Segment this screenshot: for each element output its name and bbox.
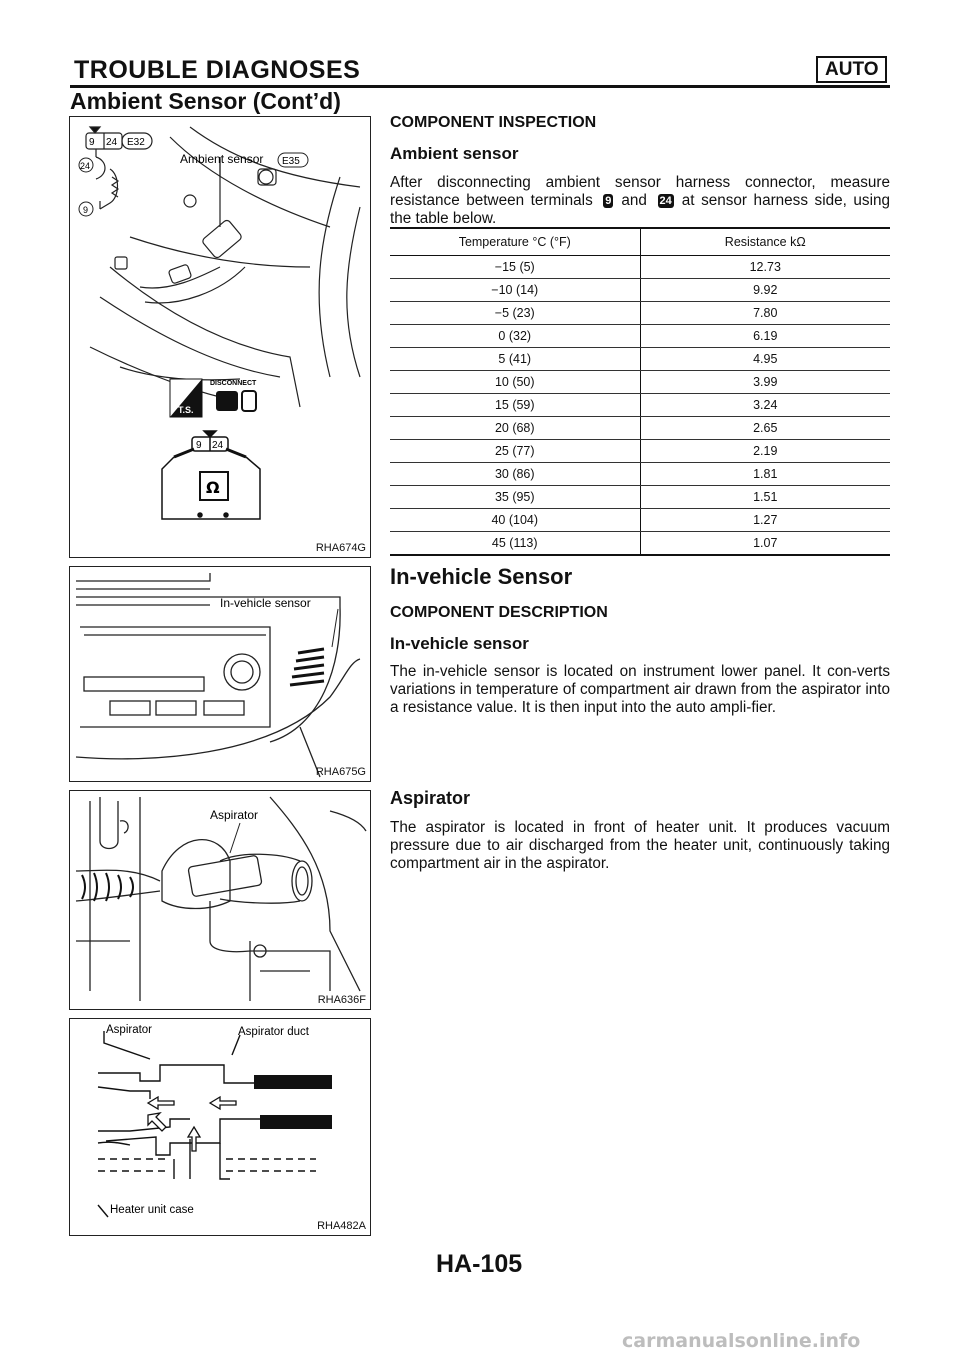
column-header-temperature: Temperature °C (°F) xyxy=(390,228,640,256)
table-row xyxy=(390,302,890,325)
aspirator-flow-diagram xyxy=(70,1019,370,1235)
temperature-cell: 45 (113) xyxy=(390,532,640,556)
table-row xyxy=(390,348,890,371)
label-heater-unit-case: Heater unit case xyxy=(110,1204,194,1216)
temperature-cell: 20 (68) xyxy=(390,417,640,440)
label-pin-9-meter: 9 xyxy=(196,440,202,451)
table-header-row xyxy=(390,228,890,256)
label-pin-24-meter: 24 xyxy=(212,440,224,451)
temperature-cell: 0 (32) xyxy=(390,325,640,348)
label-ambient-sensor: Ambient sensor xyxy=(180,152,264,166)
ambient-sensor-subheading: Ambient sensor xyxy=(390,144,519,163)
figure-code: RHA636F xyxy=(317,994,366,1006)
table-row xyxy=(390,486,890,509)
aspirator-duct-upper xyxy=(254,1075,332,1089)
resistance-cell: 12.73 xyxy=(640,256,890,279)
page-header-title: TROUBLE DIAGNOSES xyxy=(74,56,361,84)
figure-aspirator xyxy=(69,790,371,1010)
table-row xyxy=(390,463,890,486)
table-row xyxy=(390,532,890,556)
svg-text:T.S.: T.S. xyxy=(178,405,194,415)
table-row xyxy=(390,279,890,302)
component-description-heading: COMPONENT DESCRIPTION xyxy=(390,604,608,621)
aspirator-text: The aspirator is located in front of heater unit. It produces vacuum pressure due to air discharged from the heater unit, continuously taking compartment air in the aspirator. xyxy=(390,819,890,872)
label-aspirator: Aspirator xyxy=(210,808,259,822)
resistance-cell: 3.99 xyxy=(640,371,890,394)
in-vehicle-sensor-text: The in-vehicle sensor is located on instrument lower panel. It con-verts variations in temperature of compartment air drawn from the aspirator into a resistance value. It is then input into the auto ampli-fier. xyxy=(390,663,890,716)
figure-aspirator-flow xyxy=(69,1018,371,1236)
figure-code: RHA482A xyxy=(317,1220,366,1232)
footer-watermark: carmanualsonline.info xyxy=(622,1330,861,1352)
aspirator-duct-lower xyxy=(260,1115,332,1129)
table-row xyxy=(390,509,890,532)
table-row xyxy=(390,417,890,440)
resistance-cell: 7.80 xyxy=(640,302,890,325)
temperature-cell: 30 (86) xyxy=(390,463,640,486)
svg-text:DISCONNECT: DISCONNECT xyxy=(210,380,257,387)
label-aspirator-duct: Aspirator duct xyxy=(238,1026,309,1038)
resistance-cell: 1.07 xyxy=(640,532,890,556)
ts-disconnect-icon xyxy=(170,379,257,417)
in-vehicle-sensor-section xyxy=(390,564,890,717)
terminal-badge-9: 9 xyxy=(605,195,612,207)
ohmmeter-diagram xyxy=(162,431,260,519)
temperature-cell: 35 (95) xyxy=(390,486,640,509)
resistance-cell: 2.19 xyxy=(640,440,890,463)
ohm-symbol: Ω xyxy=(206,478,220,497)
temperature-cell: −5 (23) xyxy=(390,302,640,325)
auto-badge: AUTO xyxy=(816,56,887,83)
aspirator-section xyxy=(390,788,890,873)
in-vehicle-sensor-subheading: In-vehicle sensor xyxy=(390,634,529,653)
label-in-vehicle-sensor: In-vehicle sensor xyxy=(220,596,311,610)
temperature-cell: 5 (41) xyxy=(390,348,640,371)
resistance-cell: 1.51 xyxy=(640,486,890,509)
table-row xyxy=(390,394,890,417)
airflow-arrows xyxy=(148,1097,236,1151)
component-inspection-section xyxy=(390,114,890,228)
sensor-grille xyxy=(290,649,324,685)
column-header-resistance: Resistance kΩ xyxy=(640,228,890,256)
figure-in-vehicle-sensor xyxy=(69,566,371,782)
resistance-cell: 1.27 xyxy=(640,509,890,532)
in-vehicle-sensor-heading: In-vehicle Sensor xyxy=(390,564,573,589)
label-aspirator: Aspirator xyxy=(106,1024,153,1036)
table-row xyxy=(390,440,890,463)
figure-code: RHA674G xyxy=(315,542,366,554)
resistance-table xyxy=(390,227,890,556)
label-pin-24-top: 24 xyxy=(106,137,118,148)
temperature-cell: −15 (5) xyxy=(390,256,640,279)
ambient-sensor-text: After disconnecting ambient sensor harness connector, measure resistance between terminals 9 and 24 at sensor harness side, using the table below. xyxy=(390,174,890,227)
terminal-badge-24: 24 xyxy=(659,195,672,207)
temperature-cell: 10 (50) xyxy=(390,371,640,394)
component-inspection-heading: COMPONENT INSPECTION xyxy=(390,114,597,131)
table-row xyxy=(390,256,890,279)
ambient-sensor-illustration xyxy=(70,117,370,557)
figure-ambient-sensor xyxy=(69,116,371,558)
resistance-cell: 2.65 xyxy=(640,417,890,440)
resistance-cell: 1.81 xyxy=(640,463,890,486)
resistance-cell: 9.92 xyxy=(640,279,890,302)
resistance-cell: 6.19 xyxy=(640,325,890,348)
label-pin-9-side: 9 xyxy=(83,205,89,215)
aspirator-illustration xyxy=(70,791,370,1009)
label-conn-e32: E32 xyxy=(127,137,145,148)
label-conn-e35: E35 xyxy=(282,156,300,167)
resistance-cell: 4.95 xyxy=(640,348,890,371)
resistance-cell: 3.24 xyxy=(640,394,890,417)
temperature-cell: −10 (14) xyxy=(390,279,640,302)
temperature-cell: 15 (59) xyxy=(390,394,640,417)
temperature-cell: 25 (77) xyxy=(390,440,640,463)
page-number: HA-105 xyxy=(436,1250,523,1278)
label-pin-9-top: 9 xyxy=(89,137,95,148)
label-pin-24-side: 24 xyxy=(80,161,91,171)
figure-code: RHA675G xyxy=(315,766,366,778)
page-subtitle: Ambient Sensor (Cont’d) xyxy=(70,88,341,114)
table-row xyxy=(390,371,890,394)
temperature-cell: 40 (104) xyxy=(390,509,640,532)
heater-case-dashed xyxy=(98,1159,316,1171)
in-vehicle-sensor-illustration xyxy=(70,567,370,781)
aspirator-heading: Aspirator xyxy=(390,788,471,808)
table-row xyxy=(390,325,890,348)
